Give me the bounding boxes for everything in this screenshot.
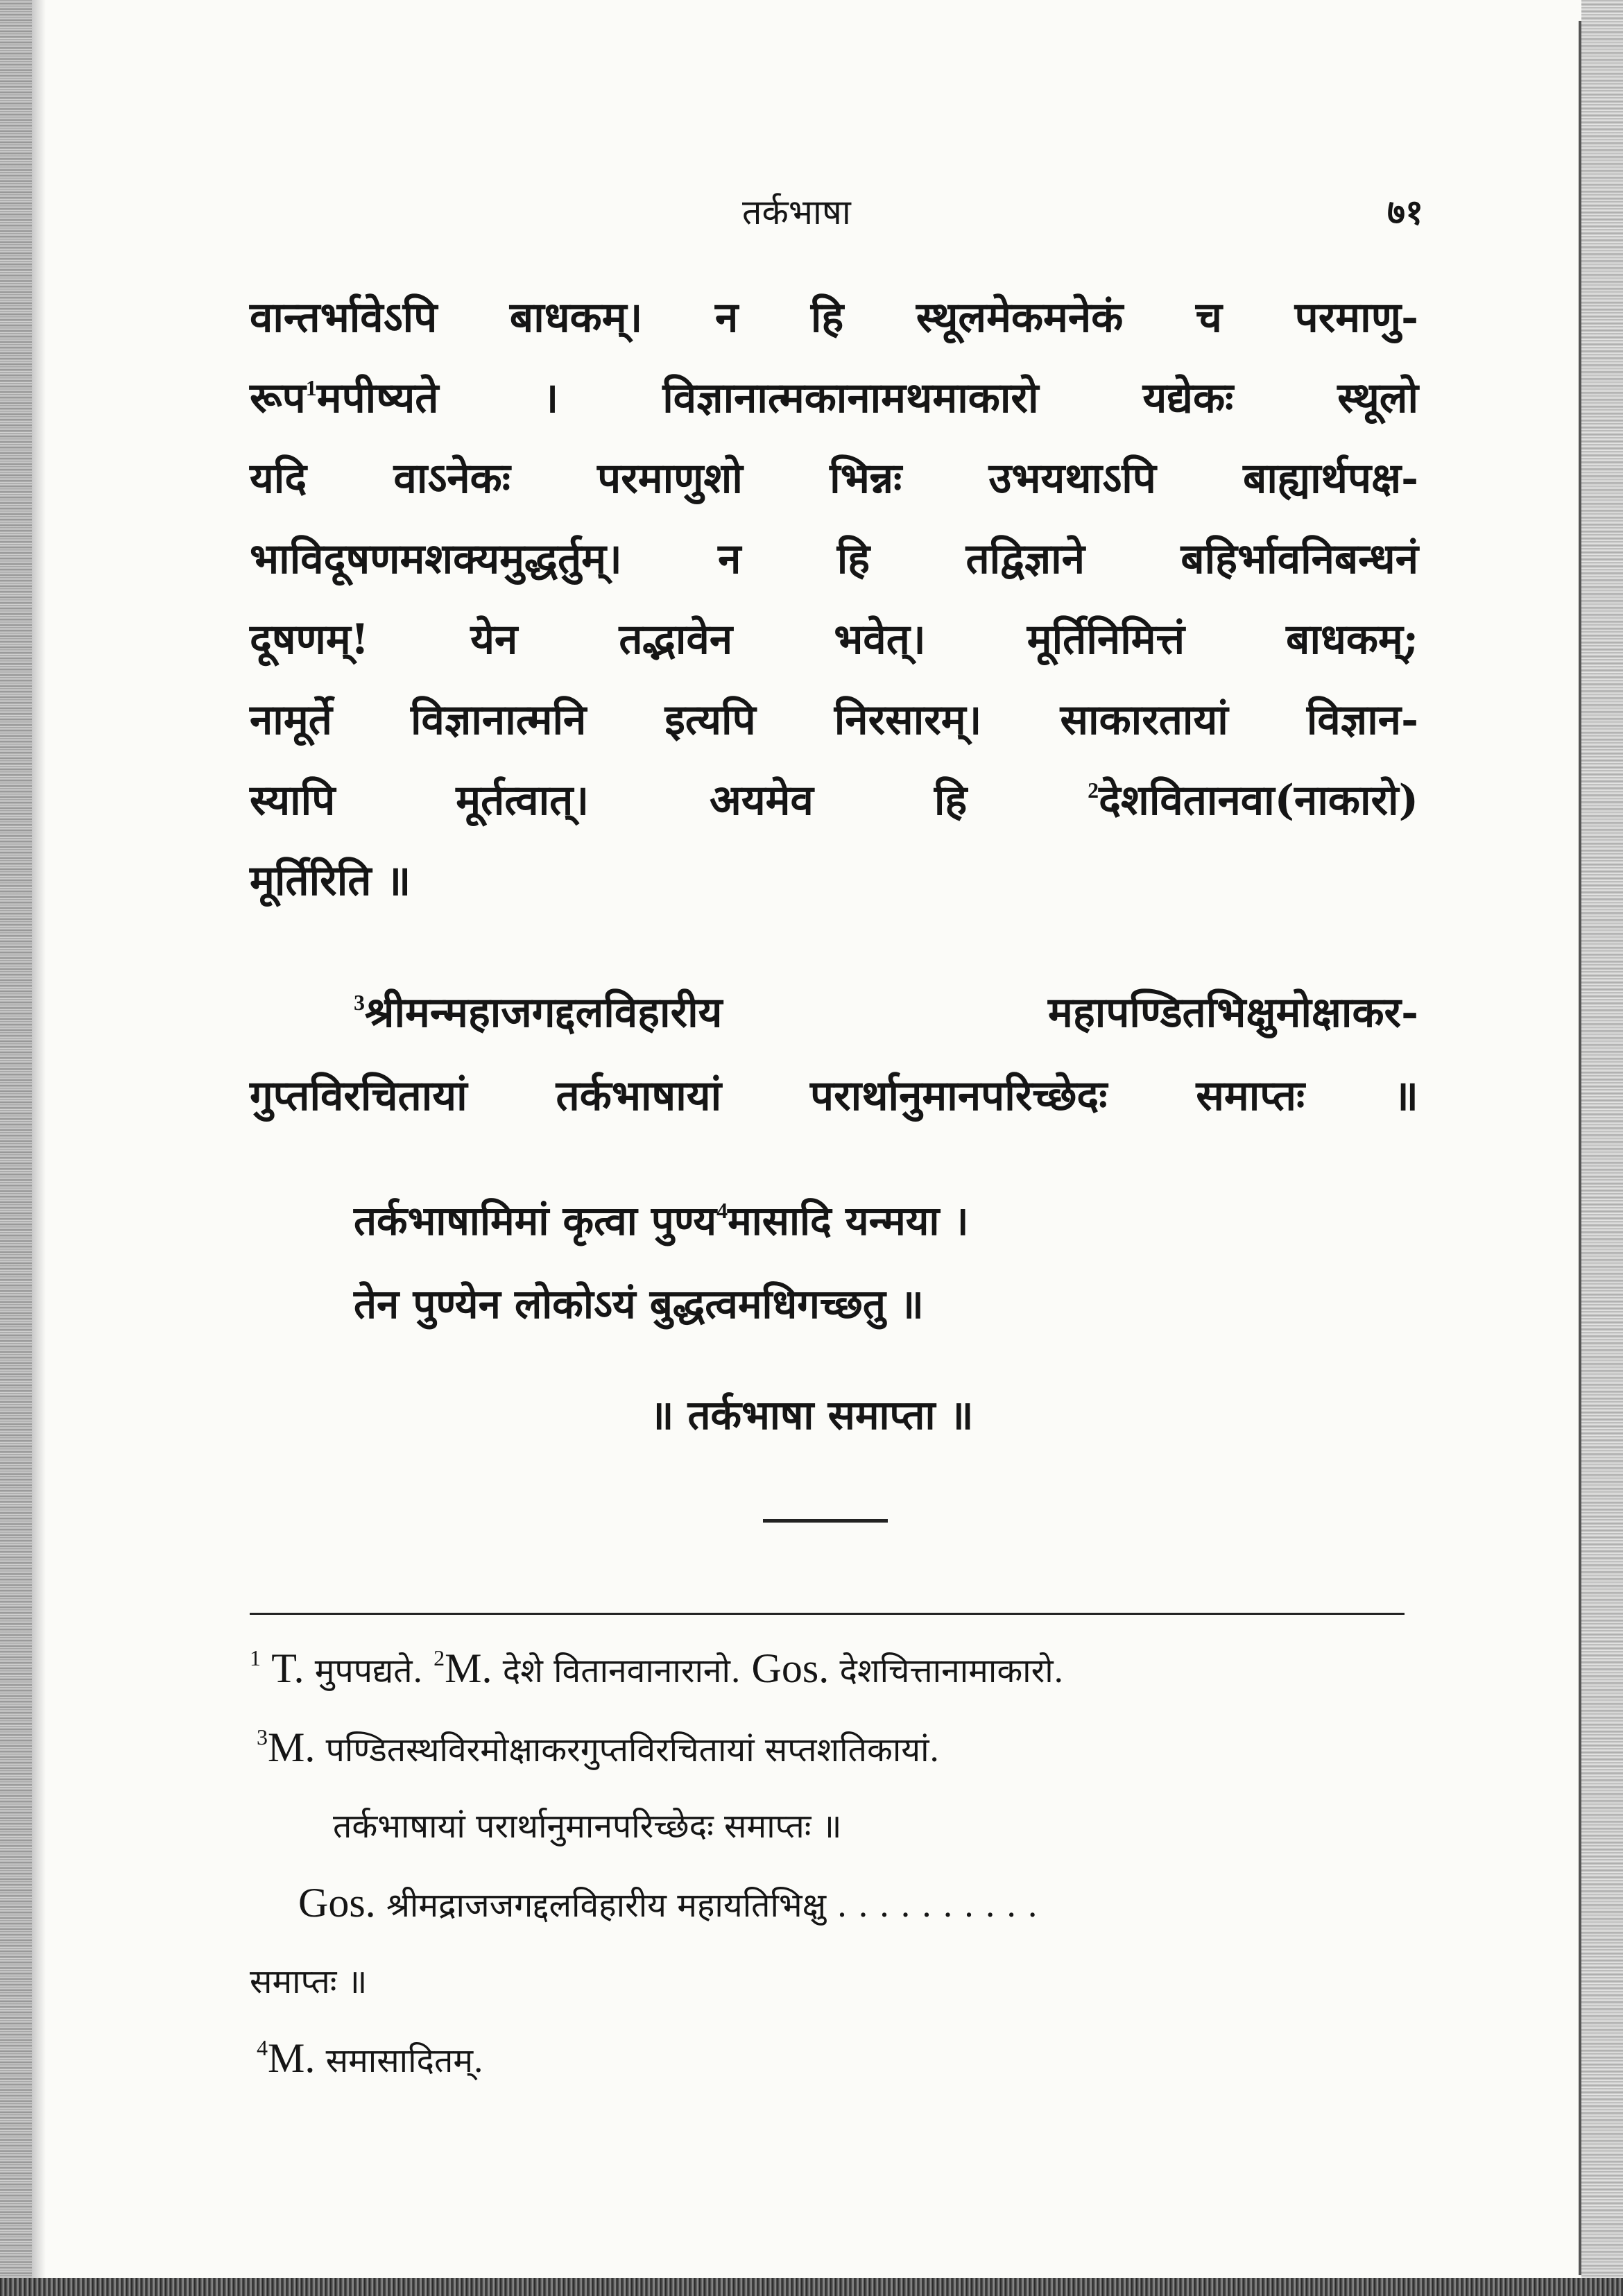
text-line: वान्तर्भावेऽपि बाधकम्। न हि स्थूलमेकमनेकं च परमाणु- (250, 293, 1418, 342)
verse-line: तर्कभाषामिमां कृत्वा पुण्य$^4$मासादि यन्मया । (354, 1197, 969, 1244)
end-title: ॥ तर्कभाषा समाप्ता ॥ (649, 1391, 974, 1439)
running-head-title: तर्कभाषा (742, 192, 851, 232)
footnote-rule (250, 1613, 1405, 1615)
end-rule (763, 1519, 888, 1523)
footnote-continuation: समाप्तः ॥ (250, 1962, 368, 2001)
text-line: नामूर्ते विज्ञानात्मनि इत्यपि निरसारम्। साकारतायां विज्ञान- (250, 696, 1418, 744)
footnote-continuation: Gos. श्रीमद्राजजगद्दलविहारीय महायतिभिक्षु . . . . . . . . . . (298, 1880, 1038, 1926)
footnote: $^1$ T. मुपपद्यते. $^2$M. देशे वितानवानारानो. Gos. देशचित्तानामाकारो. (250, 1645, 1064, 1691)
footnote: $^4$M. समासादितम्. (257, 2035, 484, 2081)
footnote-marker: 3 (354, 990, 365, 1015)
running-head (0, 187, 1623, 243)
main-text (250, 277, 1418, 921)
text-line: दूषणम्! येन तद्भावेन भवेत्। मूर्तिनिमित्तं बाधकम्; (250, 615, 1418, 664)
footnotes (250, 1630, 1429, 2099)
scan-edge-left-shadow (32, 0, 46, 2296)
text-line: मूर्तिरिति ॥ (250, 857, 411, 905)
colophon-line: गुप्तविरचितायां तर्कभाषायां परार्थानुमानपरिच्छेदः समाप्तः ॥ (250, 1072, 1418, 1120)
page-number: ७१ (1387, 192, 1423, 232)
text-line: रूप$^1$मपीष्यते । विज्ञानात्मकानामथमाकारो यद्येकः स्थूलो (250, 374, 1418, 422)
footnote-continuation: तर्कभाषायां परार्थानुमानपरिच्छेदः समाप्तः ॥ (333, 1807, 842, 1846)
scan-edge-right-line (1579, 21, 1581, 2275)
scan-edge-bottom (0, 2278, 1623, 2296)
colophon-line: $^3$श्रीमन्महाजगद्दलविहारीय महापण्डितभिक्षुमोक्षाकर- (354, 988, 1418, 1037)
colophon (250, 971, 1418, 1138)
footnote-marker: 2 (1088, 778, 1099, 803)
scan-edge-right (1581, 0, 1623, 2296)
closing-verse (354, 1179, 969, 1346)
text-line: यदि वाऽनेकः परमाणुशो भिन्नः उभयथाऽपि बाह्यार्थपक्ष- (250, 454, 1418, 503)
footnote: $^3$M. पण्डितस्थविरमोक्षाकरगुप्तविरचितायां सप्तशतिकायां. (257, 1724, 940, 1770)
text-line: स्यापि मूर्तत्वात्। अयमेव हि $^2$देशवितानवा(नाकारो) (250, 776, 1418, 825)
text-line: भाविदूषणमशक्यमुद्धर्तुम्। न हि तद्विज्ञाने बहिर्भावनिबन्धनं (250, 535, 1418, 583)
footnote-marker: 1 (305, 375, 317, 400)
scan-edge-left (0, 0, 32, 2296)
footnote-marker: 4 (716, 1198, 728, 1223)
verse-line: तेन पुण्येन लोकोऽयं बुद्धत्वमधिगच्छतु ॥ (354, 1280, 924, 1328)
